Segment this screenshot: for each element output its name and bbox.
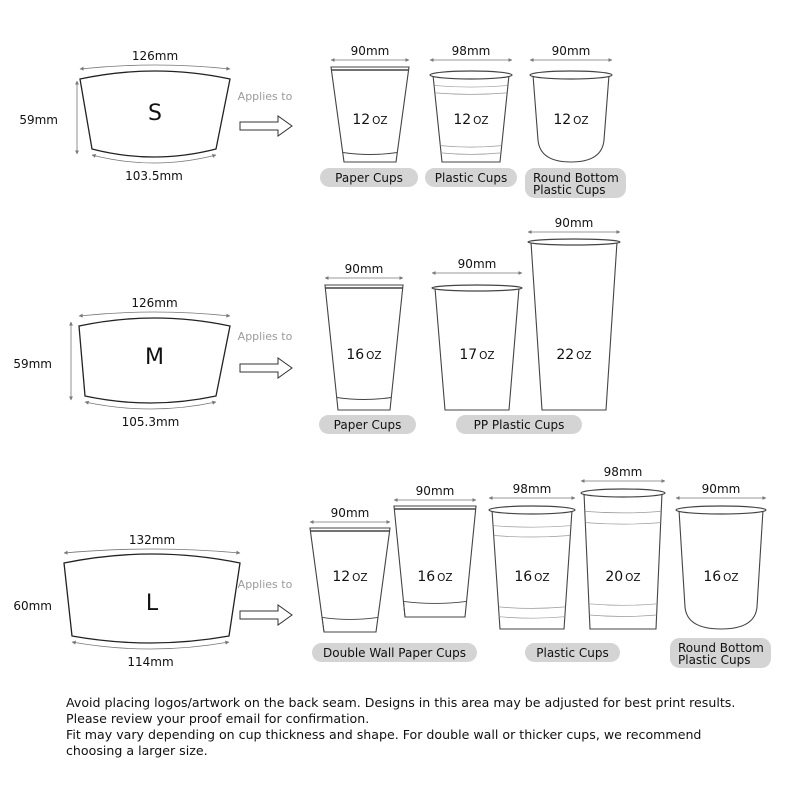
cup-width: 90mm xyxy=(350,44,390,58)
capacity-value: 16 xyxy=(346,347,365,363)
cup-body xyxy=(584,493,662,629)
dimension-line xyxy=(64,549,240,553)
sleeve-height: 59mm xyxy=(13,357,52,371)
sleeve-top-width: 126mm xyxy=(131,296,178,310)
cup-round xyxy=(530,44,612,162)
capacity-value: 16 xyxy=(514,569,533,585)
capacity-value: 17 xyxy=(459,347,478,363)
label-line: PP Plastic Cups xyxy=(473,418,565,432)
sleeve-1 xyxy=(13,296,230,429)
applies-to-label: Applies to xyxy=(237,578,293,591)
size-letter: L xyxy=(145,591,159,616)
label-line: Plastic Cups xyxy=(536,646,609,660)
sleeve-bottom-width: 103.5mm xyxy=(125,169,183,183)
cup-type-label xyxy=(670,638,771,668)
capacity-unit: OZ xyxy=(479,350,495,362)
applies-to-label: Applies to xyxy=(237,330,293,343)
cup-width: 90mm xyxy=(554,216,594,230)
cup-double xyxy=(310,506,390,632)
capacity-value: 16 xyxy=(417,569,436,585)
applies-to-label: Applies to xyxy=(237,90,293,103)
right-arrow-icon xyxy=(240,605,292,625)
cup-double xyxy=(394,484,476,617)
capacity-unit: OZ xyxy=(573,115,589,127)
cup-plastic xyxy=(581,465,665,629)
label-line: Paper Cups xyxy=(333,418,402,432)
capacity-value: 20 xyxy=(605,569,624,585)
cup-rim xyxy=(489,506,575,514)
fit-notes xyxy=(66,695,756,759)
cup-capacity xyxy=(332,569,367,585)
cup-width: 90mm xyxy=(457,257,497,271)
cup-capacity xyxy=(417,569,452,585)
cup-capacity xyxy=(453,112,488,128)
cup-capacity xyxy=(346,347,381,363)
capacity-unit: OZ xyxy=(372,115,388,127)
cup-width: 90mm xyxy=(344,262,384,276)
capacity-value: 16 xyxy=(703,569,722,585)
cup-width: 90mm xyxy=(551,44,591,58)
cup-rim xyxy=(676,506,766,514)
cup-type-label xyxy=(319,415,416,434)
capacity-value: 22 xyxy=(556,347,575,363)
cup-width: 98mm xyxy=(451,44,491,58)
sleeve-height: 60mm xyxy=(13,599,52,613)
sleeve-top-width: 126mm xyxy=(131,49,179,63)
cup-type-label xyxy=(312,643,477,662)
dimension-line xyxy=(80,65,230,69)
cup-pp xyxy=(432,257,522,410)
cup-type-label xyxy=(456,415,582,434)
applies-to-2 xyxy=(238,578,293,625)
cup-rim xyxy=(528,239,620,245)
cup-type-label xyxy=(320,168,418,187)
label-line: Paper Cups xyxy=(335,171,403,185)
cup-pp xyxy=(528,216,620,410)
cup-width: 98mm xyxy=(603,465,643,479)
capacity-value: 12 xyxy=(352,112,371,128)
sleeve-top-width: 132mm xyxy=(128,533,176,547)
capacity-unit: OZ xyxy=(625,572,641,584)
cup-capacity xyxy=(556,347,591,363)
right-arrow-icon xyxy=(240,358,292,378)
note-back-seam: Avoid placing logos/artwork on the back seam. Designs in this area may be adjusted for best print results. Please review your proof email for confirmation. xyxy=(66,695,736,726)
cup-type-label xyxy=(425,168,517,187)
sleeve-bottom-width: 105.3mm xyxy=(121,415,180,429)
size-letter: M xyxy=(145,345,164,370)
label-line: Round Bottom xyxy=(533,171,619,185)
cup-body xyxy=(531,242,617,410)
capacity-unit: OZ xyxy=(473,115,489,127)
capacity-unit: OZ xyxy=(366,350,382,362)
sleeve-2 xyxy=(13,533,240,669)
capacity-unit: OZ xyxy=(437,572,453,584)
cup-plastic xyxy=(430,44,512,162)
applies-to-0 xyxy=(238,90,293,136)
label-line: Plastic Cups xyxy=(533,183,606,197)
cup-round xyxy=(676,482,766,629)
cup-width: 90mm xyxy=(415,484,455,498)
cup-paper xyxy=(325,262,403,410)
cup-capacity xyxy=(514,569,549,585)
cup-plastic xyxy=(489,482,575,629)
cup-body xyxy=(394,506,476,617)
capacity-unit: OZ xyxy=(352,572,368,584)
applies-to-1 xyxy=(238,330,293,378)
note-fit: Fit may vary depending on cup thickness and shape. For double wall or thicker cups, we recommend choosing a larger size. xyxy=(66,727,702,758)
cup-capacity xyxy=(703,569,738,585)
sleeve-0 xyxy=(19,49,230,183)
label-line: Plastic Cups xyxy=(434,171,508,185)
cup-rim xyxy=(432,285,522,291)
right-arrow-icon xyxy=(240,116,292,136)
cup-width: 90mm xyxy=(330,506,370,520)
capacity-value: 12 xyxy=(332,569,351,585)
cup-capacity xyxy=(605,569,640,585)
cup-capacity xyxy=(459,347,494,363)
dimension-line xyxy=(79,312,230,316)
capacity-value: 12 xyxy=(453,112,472,128)
cup-rim xyxy=(581,489,665,497)
capacity-value: 12 xyxy=(553,112,572,128)
cup-width: 98mm xyxy=(512,482,552,496)
label-line: Round Bottom xyxy=(678,641,764,655)
label-line: Plastic Cups xyxy=(678,653,751,667)
cup-type-label xyxy=(525,643,620,662)
cup-capacity xyxy=(553,112,588,128)
cup-paper xyxy=(331,44,409,162)
size-letter: S xyxy=(148,101,162,126)
cup-rim xyxy=(530,71,612,79)
capacity-unit: OZ xyxy=(576,350,592,362)
sleeve-height: 59mm xyxy=(19,113,58,127)
label-line: Double Wall Paper Cups xyxy=(323,646,466,660)
cup-type-label xyxy=(525,168,626,198)
cup-capacity xyxy=(352,112,387,128)
sleeve-bottom-width: 114mm xyxy=(127,655,174,669)
cup-width: 90mm xyxy=(701,482,741,496)
capacity-unit: OZ xyxy=(723,572,739,584)
cup-rim xyxy=(430,71,512,79)
capacity-unit: OZ xyxy=(534,572,550,584)
